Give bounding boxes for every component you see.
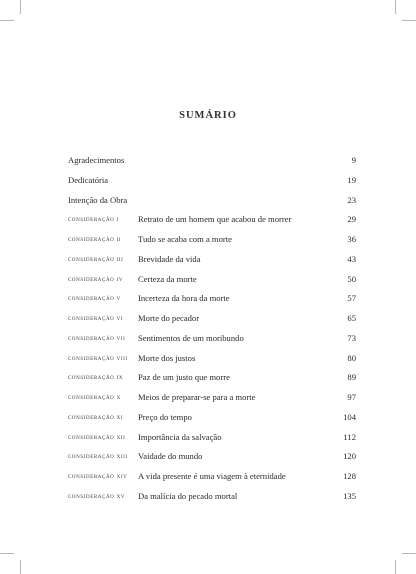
toc-entry-text: Paz de um justo que morre	[138, 372, 230, 383]
toc-entry-text: Preço do tempo	[138, 411, 192, 422]
toc-entry-consideracao-9[interactable]	[68, 368, 356, 388]
toc-entry-label: consideração x	[68, 394, 121, 401]
toc-page-number: 29	[347, 214, 356, 225]
crop-mark	[395, 560, 396, 574]
toc-page-number: 43	[347, 253, 356, 264]
crop-mark	[402, 20, 416, 21]
toc-entry-consideracao-12[interactable]	[68, 428, 356, 448]
toc-page-number: 128	[343, 471, 356, 481]
toc-page-number: 19	[347, 174, 356, 185]
toc-entry-consideracao-8[interactable]	[68, 349, 356, 369]
toc-entry-label: consideração ix	[68, 374, 124, 382]
toc-entry-label: consideração xiv	[68, 473, 128, 480]
toc-page-number: 65	[347, 313, 356, 323]
crop-mark	[20, 560, 21, 574]
toc-page-number: 104	[343, 411, 356, 422]
toc-entry-text: Retrato de um homem que acabou de morrer	[138, 214, 292, 225]
toc-entry-text: Morte dos justos	[138, 352, 196, 363]
toc-entry-consideracao-10[interactable]	[68, 388, 356, 408]
toc-entry-label: consideração xiii	[68, 453, 128, 461]
toc-entry-consideracao-5[interactable]	[68, 289, 356, 309]
toc-page-number: 89	[347, 372, 356, 383]
toc-entry-consideracao-3[interactable]	[68, 250, 356, 270]
toc-entry-label: consideração xv	[68, 492, 126, 500]
toc-entry-agradecimentos[interactable]	[68, 151, 356, 171]
toc-entry-consideracao-13[interactable]	[68, 447, 356, 467]
toc-page-number: 73	[347, 332, 356, 343]
toc-page-number: 50	[347, 273, 356, 284]
toc-entry-consideracao-6[interactable]	[68, 309, 356, 329]
toc-entry-text: Vaidade do mundo	[138, 451, 203, 462]
toc-entry-label: consideração viii	[68, 354, 128, 362]
toc-entry-consideracao-2[interactable]	[68, 230, 356, 250]
page-title: SUMÁRIO	[179, 110, 237, 121]
toc-entry-text: Meios de preparar-se para a morte	[138, 392, 256, 402]
toc-entry-text: Sentimentos de um moribundo	[138, 332, 244, 343]
toc-entry-consideracao-11[interactable]	[68, 408, 356, 428]
crop-mark	[20, 0, 21, 14]
toc-page-number: 9	[351, 155, 356, 165]
table-of-contents	[68, 151, 356, 507]
toc-page-number: 80	[347, 352, 356, 363]
toc-entry-text: Brevidade da vida	[138, 253, 201, 264]
toc-entry-text: Da malícia do pecado mortal	[138, 490, 238, 501]
toc-entry-label: consideração xi	[68, 413, 124, 421]
toc-entry-label: consideração v	[68, 295, 121, 303]
toc-entry-label: consideração iii	[68, 255, 124, 263]
toc-entry-text: Incerteza da hora da morte	[138, 293, 230, 304]
toc-entry-consideracao-1[interactable]	[68, 210, 356, 230]
toc-entry-text: Dedicatória	[68, 174, 109, 185]
toc-entry-consideracao-4[interactable]	[68, 270, 356, 290]
toc-entry-consideracao-15[interactable]	[68, 487, 356, 507]
toc-page-number: 135	[343, 490, 356, 501]
toc-entry-label: consideração ii	[68, 236, 122, 243]
toc-entry-text: Tudo se acaba com a morte	[138, 234, 232, 244]
toc-entry-dedicatoria[interactable]	[68, 171, 356, 191]
toc-entry-text: Importância da salvação	[138, 431, 222, 442]
toc-page-number: 112	[343, 431, 356, 442]
toc-page-number: 23	[347, 194, 356, 205]
toc-entry-label: consideração vii	[68, 334, 126, 342]
toc-entry-label: consideração vi	[68, 315, 124, 322]
toc-page-number: 97	[347, 392, 356, 402]
crop-mark	[0, 553, 14, 554]
toc-entry-text: Certeza da morte	[138, 273, 197, 284]
toc-entry-text: A vida presente é uma viagem à eternidade	[138, 471, 286, 481]
toc-entry-text: Morte do pecador	[138, 313, 200, 323]
toc-entry-text: Intenção da Obra	[68, 194, 128, 205]
toc-entry-label: consideração iv	[68, 275, 124, 283]
toc-entry-label: consideração xii	[68, 433, 126, 441]
toc-page-number: 57	[347, 293, 356, 304]
crop-mark	[402, 553, 416, 554]
toc-entry-text: Agradecimentos	[68, 155, 125, 165]
toc-page-number: 36	[347, 234, 356, 244]
toc-page-number: 120	[343, 451, 356, 462]
toc-entry-consideracao-7[interactable]	[68, 329, 356, 349]
crop-mark	[395, 0, 396, 14]
toc-entry-label: consideração i	[68, 216, 119, 224]
toc-entry-intencao[interactable]	[68, 191, 356, 211]
crop-mark	[0, 20, 14, 21]
toc-entry-consideracao-14[interactable]	[68, 467, 356, 487]
